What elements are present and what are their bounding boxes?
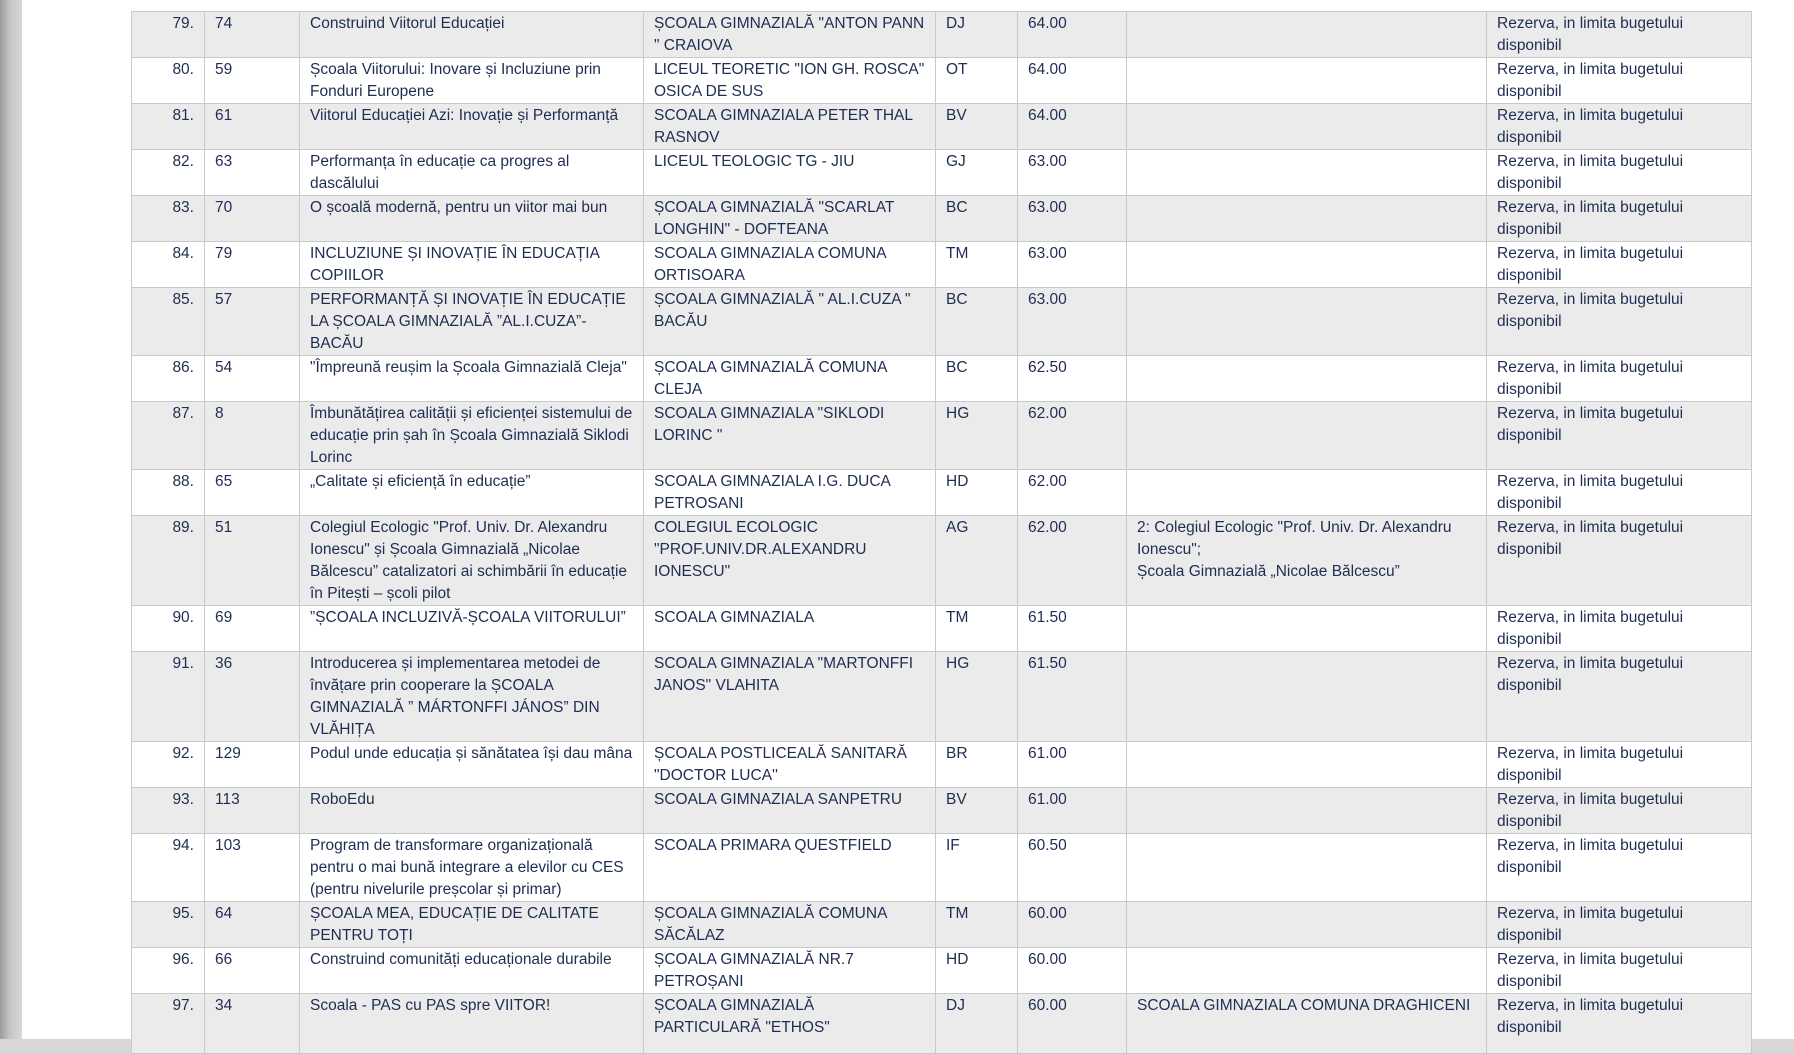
project-title: PERFORMANȚĂ ȘI INOVAȚIE ÎN EDUCAȚIE LA ȘCOALA GIMNAZIALĂ ”AL.I.CUZA”-BACĂU — [300, 288, 644, 356]
row-number: 91. — [132, 652, 205, 742]
county-code: IF — [936, 834, 1018, 902]
project-id: 61 — [205, 104, 300, 150]
school-name: ȘCOALA POSTLICEALĂ SANITARĂ "DOCTOR LUCA'' — [644, 742, 936, 788]
table-row — [132, 834, 1752, 902]
table-row — [132, 788, 1752, 834]
school-name: ȘCOALA GIMNAZIALĂ "ANTON PANN " CRAIOVA — [644, 12, 936, 58]
project-id: 69 — [205, 606, 300, 652]
page-shadow — [0, 0, 22, 1039]
project-id: 103 — [205, 834, 300, 902]
row-number: 81. — [132, 104, 205, 150]
partner-schools — [1127, 12, 1487, 58]
project-id: 8 — [205, 402, 300, 470]
school-name: LICEUL TEOLOGIC TG - JIU — [644, 150, 936, 196]
table-row — [132, 150, 1752, 196]
project-id: 66 — [205, 948, 300, 994]
row-number: 88. — [132, 470, 205, 516]
project-title: Scoala - PAS cu PAS spre VIITOR! — [300, 994, 644, 1054]
partner-schools: 2: Colegiul Ecologic "Prof. Univ. Dr. Alexandru Ionescu"; Școala Gimnazială „Nicolae Bălcescu” — [1127, 516, 1487, 606]
score: 63.00 — [1018, 196, 1127, 242]
project-title: Program de transformare organizațională pentru o mai bună integrare a elevilor cu CES (pentru nivelurile preșcolar și primar) — [300, 834, 644, 902]
status: Rezerva, in limita bugetului disponibil — [1487, 196, 1752, 242]
school-name: ȘCOALA GIMNAZIALĂ " AL.I.CUZA " BACĂU — [644, 288, 936, 356]
table-row — [132, 902, 1752, 948]
table-row — [132, 402, 1752, 470]
table-row — [132, 288, 1752, 356]
status: Rezerva, in limita bugetului disponibil — [1487, 150, 1752, 196]
county-code: HD — [936, 948, 1018, 994]
score: 60.50 — [1018, 834, 1127, 902]
county-code: BC — [936, 288, 1018, 356]
score: 63.00 — [1018, 150, 1127, 196]
score: 63.00 — [1018, 288, 1127, 356]
table-row — [132, 242, 1752, 288]
status: Rezerva, in limita bugetului disponibil — [1487, 834, 1752, 902]
row-number: 95. — [132, 902, 205, 948]
project-id: 74 — [205, 12, 300, 58]
project-title: INCLUZIUNE ȘI INOVAȚIE ÎN EDUCAȚIA COPIILOR — [300, 242, 644, 288]
project-title: "Împreună reușim la Școala Gimnazială Cleja" — [300, 356, 644, 402]
table-row — [132, 470, 1752, 516]
project-title: Colegiul Ecologic "Prof. Univ. Dr. Alexandru Ionescu" și Școala Gimnazială „Nicolae Bălcescu” catalizatori ai schimbării în educație în Pitești – școli pilot — [300, 516, 644, 606]
partner-schools — [1127, 652, 1487, 742]
project-title: RoboEdu — [300, 788, 644, 834]
project-id: 113 — [205, 788, 300, 834]
partner-schools — [1127, 356, 1487, 402]
partner-schools — [1127, 470, 1487, 516]
county-code: DJ — [936, 12, 1018, 58]
county-code: HG — [936, 652, 1018, 742]
score: 62.00 — [1018, 402, 1127, 470]
status: Rezerva, in limita bugetului disponibil — [1487, 12, 1752, 58]
county-code: BC — [936, 196, 1018, 242]
partner-schools — [1127, 196, 1487, 242]
county-code: BC — [936, 356, 1018, 402]
county-code: OT — [936, 58, 1018, 104]
status: Rezerva, in limita bugetului disponibil — [1487, 58, 1752, 104]
project-id: 54 — [205, 356, 300, 402]
table-row — [132, 606, 1752, 652]
project-id: 57 — [205, 288, 300, 356]
partner-schools — [1127, 402, 1487, 470]
project-title: ȘCOALA MEA, EDUCAȚIE DE CALITATE PENTRU TOȚI — [300, 902, 644, 948]
score: 62.50 — [1018, 356, 1127, 402]
school-name: SCOALA GIMNAZIALA "SIKLODI LORINC " — [644, 402, 936, 470]
project-title: Introducerea și implementarea metodei de învățare prin cooperare la ȘCOALA GIMNAZIALĂ ” MÁRTONFFI JÁNOS” DIN VLĂHIȚA — [300, 652, 644, 742]
project-id: 65 — [205, 470, 300, 516]
table-row — [132, 356, 1752, 402]
county-code: HD — [936, 470, 1018, 516]
table-row — [132, 12, 1752, 58]
partner-schools — [1127, 902, 1487, 948]
project-id: 51 — [205, 516, 300, 606]
school-name: SCOALA GIMNAZIALA — [644, 606, 936, 652]
county-code: BV — [936, 788, 1018, 834]
project-id: 59 — [205, 58, 300, 104]
project-title: Îmbunătățirea calității și eficienței sistemului de educație prin șah în Școala Gimnazială Siklodi Lorinc — [300, 402, 644, 470]
county-code: BV — [936, 104, 1018, 150]
county-code: GJ — [936, 150, 1018, 196]
county-code: BR — [936, 742, 1018, 788]
project-id: 34 — [205, 994, 300, 1054]
school-name: ȘCOALA GIMNAZIALĂ PARTICULARĂ "ETHOS" — [644, 994, 936, 1054]
score: 61.50 — [1018, 606, 1127, 652]
school-name: LICEUL TEORETIC "ION GH. ROSCA" OSICA DE SUS — [644, 58, 936, 104]
county-code: AG — [936, 516, 1018, 606]
status: Rezerva, in limita bugetului disponibil — [1487, 742, 1752, 788]
status: Rezerva, in limita bugetului disponibil — [1487, 516, 1752, 606]
row-number: 82. — [132, 150, 205, 196]
table-row — [132, 948, 1752, 994]
county-code: TM — [936, 902, 1018, 948]
document-page — [22, 0, 1794, 1039]
status: Rezerva, in limita bugetului disponibil — [1487, 242, 1752, 288]
school-name: COLEGIUL ECOLOGIC "PROF.UNIV.DR.ALEXANDRU IONESCU" — [644, 516, 936, 606]
status: Rezerva, in limita bugetului disponibil — [1487, 104, 1752, 150]
partner-schools — [1127, 834, 1487, 902]
row-number: 86. — [132, 356, 205, 402]
row-number: 89. — [132, 516, 205, 606]
row-number: 83. — [132, 196, 205, 242]
status: Rezerva, in limita bugetului disponibil — [1487, 606, 1752, 652]
partner-schools — [1127, 288, 1487, 356]
table-row — [132, 516, 1752, 606]
school-name: ȘCOALA GIMNAZIALĂ NR.7 PETROȘANI — [644, 948, 936, 994]
row-number: 94. — [132, 834, 205, 902]
score: 61.00 — [1018, 788, 1127, 834]
score: 64.00 — [1018, 12, 1127, 58]
status: Rezerva, in limita bugetului disponibil — [1487, 288, 1752, 356]
status: Rezerva, in limita bugetului disponibil — [1487, 356, 1752, 402]
school-name: ȘCOALA GIMNAZIALĂ COMUNA SĂCĂLAZ — [644, 902, 936, 948]
project-title: „Calitate și eficiență în educație” — [300, 470, 644, 516]
score: 60.00 — [1018, 902, 1127, 948]
project-title: Performanța în educație ca progres al dascălului — [300, 150, 644, 196]
partner-schools: SCOALA GIMNAZIALA COMUNA DRAGHICENI — [1127, 994, 1487, 1054]
row-number: 90. — [132, 606, 205, 652]
project-title: Construind Viitorul Educației — [300, 12, 644, 58]
row-number: 92. — [132, 742, 205, 788]
partner-schools — [1127, 606, 1487, 652]
table-row — [132, 104, 1752, 150]
partner-schools — [1127, 788, 1487, 834]
status: Rezerva, in limita bugetului disponibil — [1487, 652, 1752, 742]
project-id: 36 — [205, 652, 300, 742]
project-id: 64 — [205, 902, 300, 948]
school-name: SCOALA GIMNAZIALA "MARTONFFI JANOS" VLAHITA — [644, 652, 936, 742]
county-code: HG — [936, 402, 1018, 470]
status: Rezerva, in limita bugetului disponibil — [1487, 948, 1752, 994]
partner-schools — [1127, 150, 1487, 196]
project-title: ”ȘCOALA INCLUZIVĂ-ȘCOALA VIITORULUI” — [300, 606, 644, 652]
partner-schools — [1127, 104, 1487, 150]
school-name: ȘCOALA GIMNAZIALĂ COMUNA CLEJA — [644, 356, 936, 402]
project-id: 63 — [205, 150, 300, 196]
status: Rezerva, in limita bugetului disponibil — [1487, 994, 1752, 1054]
project-id: 70 — [205, 196, 300, 242]
score: 64.00 — [1018, 104, 1127, 150]
partner-schools — [1127, 58, 1487, 104]
row-number: 97. — [132, 994, 205, 1054]
partner-schools — [1127, 242, 1487, 288]
row-number: 85. — [132, 288, 205, 356]
table-row — [132, 742, 1752, 788]
row-number: 84. — [132, 242, 205, 288]
table-row — [132, 196, 1752, 242]
project-title: Viitorul Educației Azi: Inovație și Performanță — [300, 104, 644, 150]
score: 61.00 — [1018, 742, 1127, 788]
project-id: 79 — [205, 242, 300, 288]
county-code: TM — [936, 606, 1018, 652]
partner-schools — [1127, 948, 1487, 994]
table-row — [132, 994, 1752, 1054]
project-id: 129 — [205, 742, 300, 788]
school-name: SCOALA GIMNAZIALA I.G. DUCA PETROSANI — [644, 470, 936, 516]
score: 60.00 — [1018, 948, 1127, 994]
status: Rezerva, in limita bugetului disponibil — [1487, 470, 1752, 516]
partner-schools — [1127, 742, 1487, 788]
status: Rezerva, in limita bugetului disponibil — [1487, 902, 1752, 948]
score: 63.00 — [1018, 242, 1127, 288]
school-name: SCOALA GIMNAZIALA SANPETRU — [644, 788, 936, 834]
table-body — [132, 12, 1752, 1054]
score: 62.00 — [1018, 470, 1127, 516]
table-row — [132, 652, 1752, 742]
score: 61.50 — [1018, 652, 1127, 742]
project-title: Construind comunități educaționale durabile — [300, 948, 644, 994]
row-number: 79. — [132, 12, 205, 58]
project-title: O școală modernă, pentru un viitor mai bun — [300, 196, 644, 242]
score: 62.00 — [1018, 516, 1127, 606]
status: Rezerva, in limita bugetului disponibil — [1487, 788, 1752, 834]
score: 60.00 — [1018, 994, 1127, 1054]
row-number: 93. — [132, 788, 205, 834]
county-code: DJ — [936, 994, 1018, 1054]
status: Rezerva, in limita bugetului disponibil — [1487, 402, 1752, 470]
school-name: ȘCOALA GIMNAZIALĂ "SCARLAT LONGHIN" - DOFTEANA — [644, 196, 936, 242]
school-name: SCOALA GIMNAZIALA COMUNA ORTISOARA — [644, 242, 936, 288]
row-number: 80. — [132, 58, 205, 104]
row-number: 87. — [132, 402, 205, 470]
results-table — [131, 11, 1752, 1054]
score: 64.00 — [1018, 58, 1127, 104]
row-number: 96. — [132, 948, 205, 994]
school-name: SCOALA GIMNAZIALA PETER THAL RASNOV — [644, 104, 936, 150]
school-name: SCOALA PRIMARA QUESTFIELD — [644, 834, 936, 902]
project-title: Podul unde educația și sănătatea își dau mâna — [300, 742, 644, 788]
table-row — [132, 58, 1752, 104]
county-code: TM — [936, 242, 1018, 288]
project-title: Școala Viitorului: Inovare și Incluziune prin Fonduri Europene — [300, 58, 644, 104]
